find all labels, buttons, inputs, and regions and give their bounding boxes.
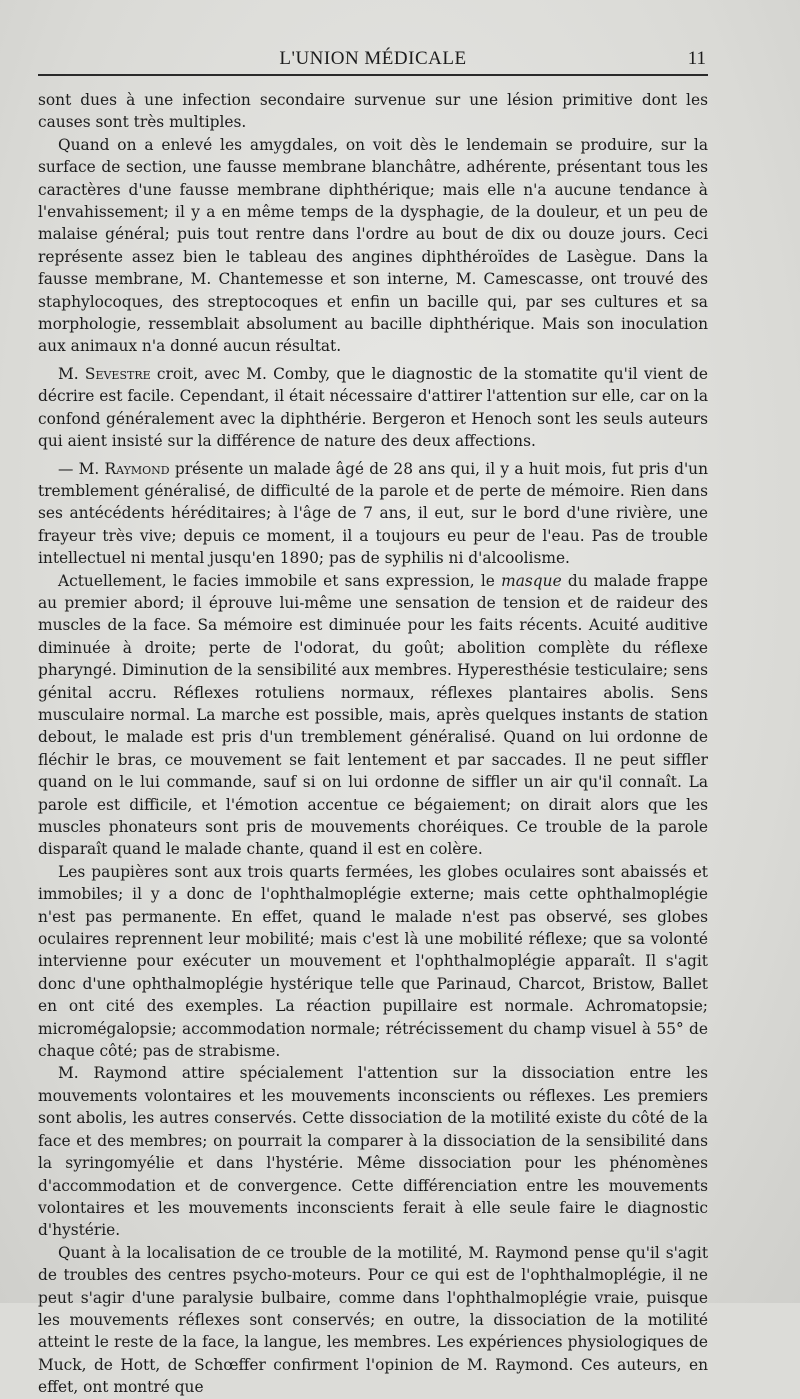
paragraph-prefix: M.	[58, 364, 85, 383]
page-number: 11	[687, 48, 706, 69]
journal-title: L'UNION MÉDICALE	[279, 48, 467, 69]
paragraph-continuation: sont dues à une infection secondaire survenue sur une lésion primitive dont les causes sont très multiples.	[38, 91, 708, 132]
paragraph-localisation: Quant à la localisation de ce trouble de la motilité, M. Raymond pense qu'il s'agit de troubles des centres psycho-moteurs. Pour ce qui est de l'ophthalmoplégie, il ne peut s'agir d'une paralysie bulbaire, comme dans l'ophthalmoplégie vraie, puisque les mouvements réflexes sont conservés; en outre, la dissociation de la motilité atteint le reste de la face, la langue, les membres. Les expériences physiologiques de Muck, de Hott, de Schœffer confirment l'opinion de M. Raymond. Ces auteurs, en effet, ont montré que	[38, 1243, 708, 1397]
emphasized-word: masque	[501, 571, 562, 590]
paragraph-text: Actuellement, le facies immobile et sans expression, le	[58, 571, 502, 590]
paragraph-ophthalmoplegia: Les paupières sont aux trois quarts fermées, les globes oculaires sont abaissés et immobiles; il y a donc de l'ophthalmoplégie externe; mais cette ophthalmoplégie n'est pas permanente. En effet, quand le malade n'est pas observé, ses globes oculaires reprennent leur mobilité; mais c'est là une mobilité réflexe; que sa volonté intervienne pour exécuter un mouvement et l'ophthalmoplégie apparaît. Il s'agit donc d'une ophthalmoplégie hystérique telle que Parinaud, Charcot, Bristow, Ballet en ont cité des exemples. La réaction pupillaire est normale. Achromatopsie; micromégalopsie; accommodation normale; rétrécissement du champ visuel à 55° de chaque côté; pas de strabisme.	[38, 862, 708, 1061]
author-name-raymond: Raymond	[104, 459, 170, 478]
header-rule	[38, 74, 708, 76]
paragraph-tonsils: Quand on a enlevé les amygdales, on voit dès le lendemain se produire, sur la surface de section, une fausse membrane blanchâtre, adhérente, présentant tous les caractères d'une fausse membrane diphthérique; mais elle n'a aucune tendance à l'envahissement; il y a en même temps de la dysphagie, de la douleur, et un peu de malaise général; puis tout rentre dans l'ordre au bout de dix ou douze jours. Ceci représente assez bien le tableau des angines diphthéroïdes de Lasègue. Dans la fausse membrane, M. Chantemesse et son interne, M. Camescasse, ont trouvé des staphylocoques, des streptocoques et enfin un bacille qui, par ses cultures et sa morphologie, ressemblait absolument au bacille diphthérique. Mais son inoculation aux animaux n'a donné aucun résultat.	[38, 135, 708, 356]
paragraph-symptoms	[38, 570, 708, 861]
paragraph-prefix: — M.	[58, 459, 105, 478]
article-body	[38, 89, 708, 1399]
paragraph-sevestre	[38, 363, 708, 453]
paragraph-text: croit, avec M. Comby, que le diagnostic de la stomatite qu'il vient de décrire est facile. Cependant, il était nécessaire d'attirer l'attention sur elle, car on la confond généralement avec la diphthérie. Bergeron et Henoch sont les seuls auteurs qui aient insisté sur la différence de nature des deux affections.	[38, 364, 708, 451]
paragraph-text: présente un malade âgé de 28 ans qui, il y a huit mois, fut pris d'un tremblement généralisé, de difficulté de la parole et de perte de mémoire. Rien dans ses antécédents héréditaires; à l'âge de 7 ans, il eut, sur le bord d'une rivière, une frayeur très vive; depuis ce moment, il a toujours eu peur de l'eau. Pas de trouble intellectuel ni mental jusqu'en 1890; pas de syphilis ni d'alcoolisme.	[38, 459, 709, 568]
paragraph-dissociation: M. Raymond attire spécialement l'attention sur la dissociation entre les mouvements volontaires et les mouvements inconscients ou réflexes. Les premiers sont abolis, les autres conservés. Cette dissociation de la motilité existe du côté de la face et des membres; on pourrait la comparer à la dissociation de la sensibilité dans la syringomyélie et dans l'hystérie. Même dissociation pour les phénomènes d'accommodation et de convergence. Cette différenciation entre les mouvements volontaires et les mouvements inconscients ferait à elle seule faire le diagnostic d'hystérie.	[38, 1064, 708, 1240]
paragraph-raymond-case	[38, 458, 708, 570]
running-header	[38, 46, 708, 76]
paragraph-text: du malade frappe au premier abord; il éprouve lui-même une sensation de tension et de raideur des muscles de la face. Sa mémoire est diminuée pour les faits récents. Acuité auditive diminuée à droite; perte de l'odorat, du goût; abolition complète du réflexe pharyngé. Diminution de la sensibilité aux membres. Hyperesthésie testiculaire; sens génital accru. Réflexes rotuliens normaux, réflexes plantaires abolis. Sens musculaire normal. La marche est possible, mais, après quelques instants de station debout, le malade est pris d'un tremblement généralisé. Quand on lui ordonne de fléchir le bras, ce mouvement se fait lentement et par saccades. Il ne peut siffler quand on le lui commande, sauf si on lui ordonne de siffler un air qu'il connaît. La parole est difficile, et l'émotion accentue ce bégaiement; on dirait alors que les muscles phonateurs sont pris de mouvements choréiques. Ce trouble de la parole disparaît quand le malade chante, quand il est en colère.	[38, 571, 708, 859]
author-name-sevestre: Sevestre	[84, 364, 151, 383]
